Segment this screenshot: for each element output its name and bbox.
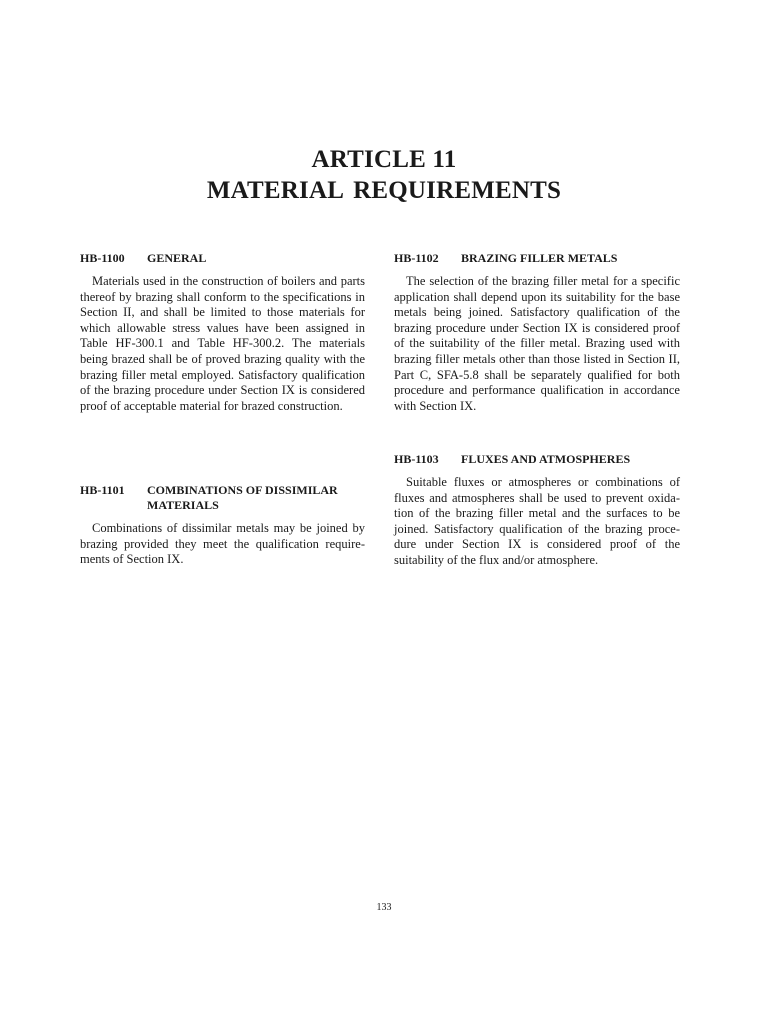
section-number: HB-1101 bbox=[80, 483, 125, 497]
section-title: COMBINATIONS OF DISSIMILAR MATERIALS bbox=[147, 483, 338, 512]
section-number: HB-1100 bbox=[80, 251, 125, 265]
section-hb1101 bbox=[80, 483, 365, 568]
section-hb1102 bbox=[394, 251, 680, 414]
section-heading bbox=[394, 452, 680, 467]
section-body: The selection of the brazing filler metal for a specific application shall depend upon its suitability for the base metals being joined. Satisfactory qualification of the brazing procedure under Section IX is considered proof of the suitability of the filler metal. Brazing used with brazing filler metals other than those listed in Section II, Part C, SFA-5.8 shall be separately qualified for both procedure and performance qualification in accordance with Section IX. bbox=[394, 274, 680, 413]
section-heading bbox=[80, 483, 365, 513]
section-hb1100 bbox=[80, 251, 365, 414]
section-body: Combinations of dissimilar metals may be joined by brazing provided they meet the qualification requirements of Section IX. bbox=[80, 521, 365, 567]
section-title: BRAZING FILLER METALS bbox=[461, 251, 618, 265]
section-body: Suitable fluxes or atmospheres or combinations of fluxes and atmospheres shall be used to prevent oxidation of the brazing filler metal and the surfaces to be joined. Satisfactory qualification of the brazing procedure under Section IX is considered proof of the suitability of the flux and/or atmosphere. bbox=[394, 475, 680, 567]
section-heading bbox=[80, 251, 365, 266]
section-number: HB-1103 bbox=[394, 452, 439, 466]
article-number: ARTICLE 11 bbox=[311, 146, 457, 173]
section-body: Materials used in the construction of boilers and parts thereof by brazing shall conform to the specifications in Section II, and shall be limited to those materials for which allowable stress values have been assigned in Table HF-300.1 and Table HF-300.2. The materials being brazed shall be of proved brazing quality with the brazing filler metal employed. Satisfactory qualification of the brazing procedure under Section IX is considered proof of acceptable material for brazed construction. bbox=[80, 274, 365, 413]
section-hb1103 bbox=[394, 452, 680, 569]
section-heading bbox=[394, 251, 680, 266]
page-number: 133 bbox=[376, 902, 392, 913]
section-number: HB-1102 bbox=[394, 251, 439, 265]
article-title: MATERIAL REQUIREMENTS bbox=[206, 177, 562, 204]
section-title: GENERAL bbox=[147, 251, 207, 265]
section-title: FLUXES AND ATMOSPHERES bbox=[461, 452, 631, 466]
